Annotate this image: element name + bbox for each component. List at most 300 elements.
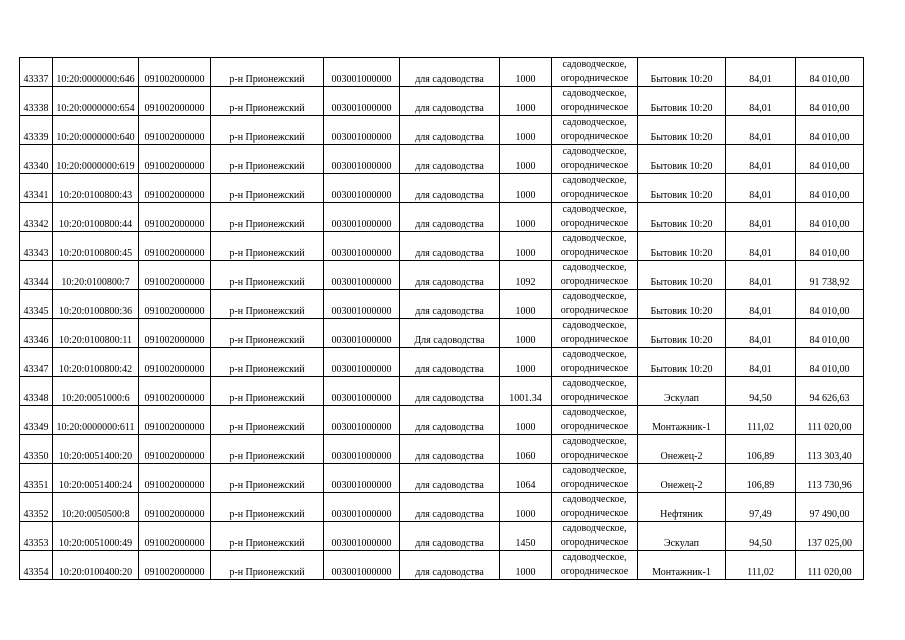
cell-cadastral-value xyxy=(796,464,864,493)
cell-category-code xyxy=(324,145,400,174)
use-kind-text: садоводческое, xyxy=(562,407,627,418)
cell-specific-value xyxy=(726,290,796,319)
use-kind-text: садоводческое, xyxy=(562,262,627,273)
cell-permitted-use xyxy=(400,261,500,290)
cell-area xyxy=(500,116,552,145)
association-name-text: Бытовик 10:20 xyxy=(650,248,713,259)
cell-category-code xyxy=(324,261,400,290)
cell-specific-value xyxy=(726,464,796,493)
cell-permitted-use xyxy=(400,290,500,319)
cell-record-number xyxy=(20,493,53,522)
cell-okato-code xyxy=(139,522,211,551)
cell-record-number xyxy=(20,377,53,406)
use-kind-text: садоводческое, xyxy=(562,494,627,505)
okato-code-text: 091002000000 xyxy=(144,509,205,520)
association-name-text: Эскулап xyxy=(664,538,699,549)
specific-value-text: 84,01 xyxy=(749,132,772,143)
category-code-text: 003001000000 xyxy=(331,422,392,433)
category-code-text: 003001000000 xyxy=(331,509,392,520)
cell-association-name xyxy=(638,58,726,87)
record-number-text: 43342 xyxy=(23,219,49,230)
association-name-text: Бытовик 10:20 xyxy=(650,161,713,172)
district-text: р-н Прионежский xyxy=(229,480,305,491)
cell-record-number xyxy=(20,232,53,261)
cell-area xyxy=(500,522,552,551)
cell-cadastral-value xyxy=(796,493,864,522)
cadastral-number-text: 10:20:0100800:44 xyxy=(58,219,133,230)
cadastral-value-text: 84 010,00 xyxy=(809,161,850,172)
category-code-text: 003001000000 xyxy=(331,74,392,85)
okato-code-text: 091002000000 xyxy=(144,103,205,114)
area-text: 1064 xyxy=(515,480,536,491)
cell-specific-value xyxy=(726,493,796,522)
association-name-text: Нефтяник xyxy=(660,509,703,520)
cadastral-number-text: 10:20:0051000:49 xyxy=(58,538,133,549)
cell-record-number xyxy=(20,435,53,464)
cell-category-code xyxy=(324,551,400,580)
cell-cadastral-number xyxy=(53,319,139,348)
table-row xyxy=(20,348,864,377)
cadastral-number-text: 10:20:0100800:45 xyxy=(58,248,133,259)
land-plots-table xyxy=(19,57,864,580)
cell-area xyxy=(500,464,552,493)
specific-value-text: 111,02 xyxy=(747,567,774,578)
district-text: р-н Прионежский xyxy=(229,277,305,288)
association-name-text: Бытовик 10:20 xyxy=(650,219,713,230)
cell-record-number xyxy=(20,203,53,232)
cell-specific-value xyxy=(726,406,796,435)
cell-area xyxy=(500,232,552,261)
cell-specific-value xyxy=(726,116,796,145)
cell-cadastral-value xyxy=(796,87,864,116)
okato-code-text: 091002000000 xyxy=(144,538,205,549)
category-code-text: 003001000000 xyxy=(331,364,392,375)
cadastral-number-text: 10:20:0000000:611 xyxy=(56,422,135,433)
cell-record-number xyxy=(20,406,53,435)
cell-use-kind xyxy=(552,406,638,435)
district-text: р-н Прионежский xyxy=(229,103,305,114)
cell-okato-code xyxy=(139,435,211,464)
cell-use-kind xyxy=(552,493,638,522)
cell-use-kind xyxy=(552,464,638,493)
cell-use-kind xyxy=(552,145,638,174)
cell-specific-value xyxy=(726,435,796,464)
cell-association-name xyxy=(638,203,726,232)
association-name-text: Бытовик 10:20 xyxy=(650,277,713,288)
cell-district xyxy=(211,406,324,435)
cell-permitted-use xyxy=(400,319,500,348)
cell-okato-code xyxy=(139,290,211,319)
cell-okato-code xyxy=(139,261,211,290)
record-number-text: 43354 xyxy=(23,567,49,578)
cell-association-name xyxy=(638,406,726,435)
cell-area xyxy=(500,377,552,406)
cell-area xyxy=(500,174,552,203)
cell-cadastral-number xyxy=(53,522,139,551)
cadastral-value-text: 84 010,00 xyxy=(809,306,850,317)
use-kind-text-line2: огородническое xyxy=(560,276,629,287)
permitted-use-text: для садоводства xyxy=(415,277,484,288)
cell-district xyxy=(211,319,324,348)
permitted-use-text: для садоводства xyxy=(415,538,484,549)
cell-association-name xyxy=(638,319,726,348)
cell-association-name xyxy=(638,377,726,406)
cell-category-code xyxy=(324,522,400,551)
use-kind-text-line2: огородническое xyxy=(560,479,629,490)
cell-record-number xyxy=(20,87,53,116)
table-row xyxy=(20,261,864,290)
cell-record-number xyxy=(20,261,53,290)
cadastral-value-text: 84 010,00 xyxy=(809,74,850,85)
cell-okato-code xyxy=(139,406,211,435)
cell-area xyxy=(500,87,552,116)
cell-specific-value xyxy=(726,348,796,377)
record-number-text: 43350 xyxy=(23,451,49,462)
okato-code-text: 091002000000 xyxy=(144,306,205,317)
cell-category-code xyxy=(324,87,400,116)
district-text: р-н Прионежский xyxy=(229,451,305,462)
cadastral-value-text: 91 738,92 xyxy=(809,277,850,288)
cell-record-number xyxy=(20,58,53,87)
cell-area xyxy=(500,290,552,319)
cell-cadastral-value xyxy=(796,406,864,435)
use-kind-text-line2: огородническое xyxy=(560,421,629,432)
category-code-text: 003001000000 xyxy=(331,277,392,288)
cell-specific-value xyxy=(726,145,796,174)
cadastral-number-text: 10:20:0100800:36 xyxy=(58,306,133,317)
cell-cadastral-number xyxy=(53,174,139,203)
cell-okato-code xyxy=(139,551,211,580)
record-number-text: 43347 xyxy=(23,364,49,375)
cadastral-value-text: 113 730,96 xyxy=(807,480,852,491)
cell-cadastral-number xyxy=(53,87,139,116)
cell-specific-value xyxy=(726,522,796,551)
cell-cadastral-number xyxy=(53,377,139,406)
area-text: 1000 xyxy=(515,335,536,346)
record-number-text: 43338 xyxy=(23,103,49,114)
use-kind-text: садоводческое, xyxy=(562,349,627,360)
category-code-text: 003001000000 xyxy=(331,219,392,230)
district-text: р-н Прионежский xyxy=(229,567,305,578)
cell-specific-value xyxy=(726,58,796,87)
district-text: р-н Прионежский xyxy=(229,74,305,85)
cell-association-name xyxy=(638,348,726,377)
cell-use-kind xyxy=(552,116,638,145)
cell-okato-code xyxy=(139,377,211,406)
district-text: р-н Прионежский xyxy=(229,132,305,143)
permitted-use-text: для садоводства xyxy=(415,567,484,578)
record-number-text: 43345 xyxy=(23,306,49,317)
okato-code-text: 091002000000 xyxy=(144,277,205,288)
cell-category-code xyxy=(324,493,400,522)
cell-cadastral-number xyxy=(53,58,139,87)
cell-association-name xyxy=(638,145,726,174)
cell-use-kind xyxy=(552,261,638,290)
okato-code-text: 091002000000 xyxy=(144,364,205,375)
table-row xyxy=(20,145,864,174)
cell-category-code xyxy=(324,203,400,232)
cell-district xyxy=(211,522,324,551)
use-kind-text: садоводческое, xyxy=(562,320,627,331)
cell-area xyxy=(500,203,552,232)
district-text: р-н Прионежский xyxy=(229,422,305,433)
okato-code-text: 091002000000 xyxy=(144,74,205,85)
use-kind-text-line2: огородническое xyxy=(560,566,629,577)
cell-cadastral-number xyxy=(53,406,139,435)
use-kind-text: садоводческое, xyxy=(562,552,627,563)
area-text: 1000 xyxy=(515,509,536,520)
cell-use-kind xyxy=(552,87,638,116)
cell-category-code xyxy=(324,58,400,87)
record-number-text: 43341 xyxy=(23,190,49,201)
district-text: р-н Прионежский xyxy=(229,335,305,346)
cadastral-value-text: 111 020,00 xyxy=(807,567,852,578)
cadastral-number-text: 10:20:0051400:20 xyxy=(58,451,133,462)
area-text: 1000 xyxy=(515,74,536,85)
cell-permitted-use xyxy=(400,116,500,145)
record-number-text: 43346 xyxy=(23,335,49,346)
cell-use-kind xyxy=(552,203,638,232)
area-text: 1001.34 xyxy=(509,393,542,404)
category-code-text: 003001000000 xyxy=(331,103,392,114)
cell-cadastral-number xyxy=(53,116,139,145)
cell-record-number xyxy=(20,174,53,203)
cadastral-number-text: 10:20:0000000:646 xyxy=(56,74,135,85)
association-name-text: Бытовик 10:20 xyxy=(650,132,713,143)
use-kind-text-line2: огородническое xyxy=(560,537,629,548)
cell-cadastral-number xyxy=(53,232,139,261)
use-kind-text-line2: огородническое xyxy=(560,160,629,171)
okato-code-text: 091002000000 xyxy=(144,480,205,491)
permitted-use-text: для садоводства xyxy=(415,190,484,201)
cadastral-value-text: 84 010,00 xyxy=(809,364,850,375)
cell-permitted-use xyxy=(400,377,500,406)
cell-association-name xyxy=(638,261,726,290)
cell-cadastral-value xyxy=(796,116,864,145)
okato-code-text: 091002000000 xyxy=(144,422,205,433)
cell-category-code xyxy=(324,406,400,435)
permitted-use-text: для садоводства xyxy=(415,132,484,143)
association-name-text: Бытовик 10:20 xyxy=(650,190,713,201)
cell-use-kind xyxy=(552,435,638,464)
use-kind-text-line2: огородническое xyxy=(560,131,629,142)
use-kind-text-line2: огородническое xyxy=(560,189,629,200)
cell-association-name xyxy=(638,522,726,551)
document-page xyxy=(19,57,863,580)
association-name-text: Бытовик 10:20 xyxy=(650,74,713,85)
cell-district xyxy=(211,116,324,145)
table-body xyxy=(20,58,864,580)
cell-permitted-use xyxy=(400,58,500,87)
cell-cadastral-value xyxy=(796,435,864,464)
association-name-text: Онежец-2 xyxy=(660,451,703,462)
cell-cadastral-number xyxy=(53,203,139,232)
cell-okato-code xyxy=(139,58,211,87)
okato-code-text: 091002000000 xyxy=(144,393,205,404)
specific-value-text: 106,89 xyxy=(746,451,775,462)
cell-category-code xyxy=(324,348,400,377)
cell-okato-code xyxy=(139,464,211,493)
cell-use-kind xyxy=(552,377,638,406)
area-text: 1450 xyxy=(515,538,536,549)
area-text: 1000 xyxy=(515,364,536,375)
cell-permitted-use xyxy=(400,174,500,203)
record-number-text: 43344 xyxy=(23,277,49,288)
okato-code-text: 091002000000 xyxy=(144,335,205,346)
cell-record-number xyxy=(20,522,53,551)
permitted-use-text: для садоводства xyxy=(415,451,484,462)
specific-value-text: 84,01 xyxy=(749,306,772,317)
table-row xyxy=(20,493,864,522)
cell-district xyxy=(211,145,324,174)
cell-cadastral-number xyxy=(53,261,139,290)
cell-cadastral-value xyxy=(796,145,864,174)
cell-cadastral-value xyxy=(796,522,864,551)
cell-use-kind xyxy=(552,348,638,377)
cadastral-number-text: 10:20:0051000:6 xyxy=(61,393,130,404)
cell-cadastral-number xyxy=(53,348,139,377)
association-name-text: Монтажник-1 xyxy=(652,422,711,433)
use-kind-text: садоводческое, xyxy=(562,175,627,186)
cell-area xyxy=(500,435,552,464)
specific-value-text: 84,01 xyxy=(749,335,772,346)
category-code-text: 003001000000 xyxy=(331,161,392,172)
permitted-use-text: для садоводства xyxy=(415,161,484,172)
cadastral-number-text: 10:20:0000000:654 xyxy=(56,103,135,114)
table-row xyxy=(20,551,864,580)
use-kind-text-line2: огородническое xyxy=(560,450,629,461)
district-text: р-н Прионежский xyxy=(229,538,305,549)
category-code-text: 003001000000 xyxy=(331,567,392,578)
cell-record-number xyxy=(20,464,53,493)
specific-value-text: 84,01 xyxy=(749,74,772,85)
cell-cadastral-number xyxy=(53,290,139,319)
cell-specific-value xyxy=(726,232,796,261)
cell-use-kind xyxy=(552,232,638,261)
record-number-text: 43352 xyxy=(23,509,49,520)
specific-value-text: 97,49 xyxy=(749,509,772,520)
specific-value-text: 94,50 xyxy=(749,538,772,549)
cell-area xyxy=(500,319,552,348)
cell-specific-value xyxy=(726,174,796,203)
cadastral-value-text: 137 025,00 xyxy=(807,538,852,549)
cadastral-number-text: 10:20:0100400:20 xyxy=(58,567,133,578)
cell-record-number xyxy=(20,145,53,174)
category-code-text: 003001000000 xyxy=(331,451,392,462)
category-code-text: 003001000000 xyxy=(331,248,392,259)
cell-district xyxy=(211,232,324,261)
specific-value-text: 84,01 xyxy=(749,161,772,172)
cadastral-number-text: 10:20:0100800:42 xyxy=(58,364,133,375)
table-row xyxy=(20,203,864,232)
cell-cadastral-value xyxy=(796,58,864,87)
category-code-text: 003001000000 xyxy=(331,335,392,346)
cell-category-code xyxy=(324,435,400,464)
cell-district xyxy=(211,435,324,464)
cadastral-number-text: 10:20:0000000:619 xyxy=(56,161,135,172)
cell-specific-value xyxy=(726,87,796,116)
specific-value-text: 106,89 xyxy=(746,480,775,491)
cadastral-number-text: 10:20:0000000:640 xyxy=(56,132,135,143)
cell-area xyxy=(500,406,552,435)
permitted-use-text: для садоводства xyxy=(415,393,484,404)
cell-association-name xyxy=(638,435,726,464)
cell-association-name xyxy=(638,116,726,145)
cadastral-value-text: 84 010,00 xyxy=(809,103,850,114)
cell-okato-code xyxy=(139,145,211,174)
cell-specific-value xyxy=(726,261,796,290)
record-number-text: 43349 xyxy=(23,422,49,433)
table-row xyxy=(20,435,864,464)
category-code-text: 003001000000 xyxy=(331,132,392,143)
cell-cadastral-value xyxy=(796,290,864,319)
district-text: р-н Прионежский xyxy=(229,248,305,259)
association-name-text: Бытовик 10:20 xyxy=(650,364,713,375)
cell-permitted-use xyxy=(400,406,500,435)
area-text: 1000 xyxy=(515,422,536,433)
cell-district xyxy=(211,203,324,232)
record-number-text: 43353 xyxy=(23,538,49,549)
use-kind-text-line2: огородническое xyxy=(560,73,629,84)
category-code-text: 003001000000 xyxy=(331,480,392,491)
area-text: 1000 xyxy=(515,132,536,143)
cell-okato-code xyxy=(139,493,211,522)
cadastral-value-text: 84 010,00 xyxy=(809,190,850,201)
cell-cadastral-value xyxy=(796,348,864,377)
cadastral-number-text: 10:20:0100800:11 xyxy=(59,335,132,346)
use-kind-text: садоводческое, xyxy=(562,204,627,215)
table-row xyxy=(20,174,864,203)
cell-okato-code xyxy=(139,319,211,348)
table-row xyxy=(20,232,864,261)
table-row xyxy=(20,87,864,116)
okato-code-text: 091002000000 xyxy=(144,132,205,143)
record-number-text: 43351 xyxy=(23,480,49,491)
use-kind-text-line2: огородническое xyxy=(560,334,629,345)
cell-cadastral-value xyxy=(796,203,864,232)
cell-record-number xyxy=(20,116,53,145)
cell-category-code xyxy=(324,290,400,319)
cell-permitted-use xyxy=(400,348,500,377)
cell-record-number xyxy=(20,319,53,348)
use-kind-text: садоводческое, xyxy=(562,291,627,302)
association-name-text: Онежец-2 xyxy=(660,480,703,491)
association-name-text: Бытовик 10:20 xyxy=(650,335,713,346)
cell-cadastral-value xyxy=(796,319,864,348)
use-kind-text: садоводческое, xyxy=(562,465,627,476)
permitted-use-text: для садоводства xyxy=(415,422,484,433)
district-text: р-н Прионежский xyxy=(229,393,305,404)
area-text: 1000 xyxy=(515,103,536,114)
cell-category-code xyxy=(324,232,400,261)
cell-okato-code xyxy=(139,116,211,145)
cell-cadastral-number xyxy=(53,493,139,522)
cell-use-kind xyxy=(552,319,638,348)
table-row xyxy=(20,319,864,348)
cell-specific-value xyxy=(726,319,796,348)
cell-okato-code xyxy=(139,232,211,261)
use-kind-text: садоводческое, xyxy=(562,378,627,389)
cell-area xyxy=(500,145,552,174)
cadastral-value-text: 94 626,63 xyxy=(809,393,850,404)
use-kind-text-line2: огородническое xyxy=(560,102,629,113)
cell-area xyxy=(500,551,552,580)
use-kind-text: садоводческое, xyxy=(562,523,627,534)
okato-code-text: 091002000000 xyxy=(144,248,205,259)
area-text: 1060 xyxy=(515,451,536,462)
cadastral-value-text: 84 010,00 xyxy=(809,248,850,259)
cell-use-kind xyxy=(552,290,638,319)
